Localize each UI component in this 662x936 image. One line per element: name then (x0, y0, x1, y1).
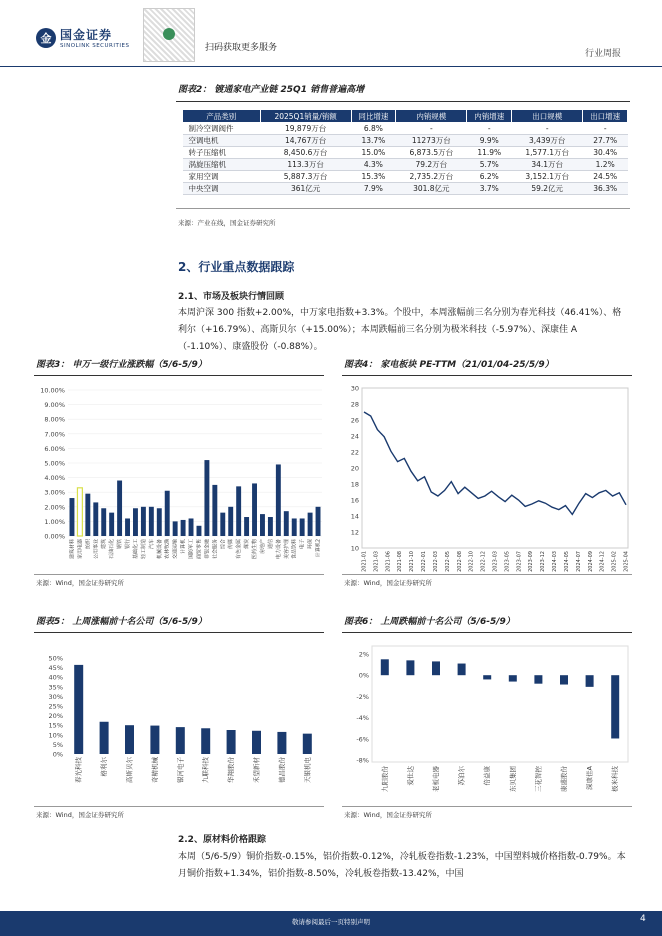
fig3-bar (125, 518, 130, 536)
fig5-xtick-label: 奇精机械 (150, 757, 159, 783)
fig3-bar (268, 517, 273, 536)
table-cell: - (512, 123, 583, 135)
fig4-chart (342, 380, 634, 572)
fig4-xtick-label: 2023-07 (516, 551, 523, 572)
fig5-bar (74, 665, 83, 754)
fig4-xtick-label: 2021-08 (397, 551, 404, 572)
table-cell: 59.2亿元 (512, 183, 583, 195)
fig5-bar (303, 734, 312, 754)
table-cell: 6.8% (351, 123, 396, 135)
table-cell: 家用空调 (183, 171, 261, 183)
table-cell: 6,873.5万台 (396, 147, 467, 159)
fig3-bottom-rule (34, 574, 324, 575)
fig4-xtick-label: 2024-12 (599, 551, 606, 572)
fig3-xtick-label: 轻工制造 (140, 539, 147, 560)
fig4-ytick-label: 14 (350, 512, 359, 521)
table-cell: 转子压缩机 (183, 147, 261, 159)
fig3-bar (149, 507, 154, 536)
fig5-bottom-rule (34, 806, 324, 807)
fig3-bar (252, 483, 257, 536)
fig6-bottom-rule (342, 806, 632, 807)
table-cell: 9.9% (467, 135, 512, 147)
fig3-bar (197, 526, 202, 536)
table-cell: 涡旋压缩机 (183, 159, 261, 171)
fig3-bar (173, 521, 178, 536)
fig4-ytick-label: 22 (350, 448, 359, 457)
table-row (183, 159, 628, 171)
fig3-ytick-label: 0.00% (44, 532, 65, 541)
fig3-xtick-label: 公用事业 (93, 539, 100, 560)
fig6-bar (432, 661, 440, 675)
fig6-bar (534, 675, 542, 683)
fig4-xtick-label: 2022-12 (480, 551, 487, 572)
table-cell: 空调电机 (183, 135, 261, 147)
fig4-ytick-label: 12 (350, 528, 359, 537)
fig4-xtick-label: 2021-10 (409, 551, 416, 572)
fig3-bar (117, 481, 122, 536)
fig4-xtick-label: 2022-05 (444, 551, 451, 572)
table-cell: 34.1万台 (512, 159, 583, 171)
fig4-ytick-label: 28 (350, 400, 359, 409)
qr-center-logo-icon (163, 28, 175, 40)
table-row (183, 123, 628, 135)
fig6-ytick-label: -2% (356, 692, 369, 701)
fig3-xtick-label: 环保 (307, 539, 314, 550)
fig4-pe-line (364, 412, 626, 514)
fig3-xtick-label: 机械设备 (156, 539, 163, 560)
fig3-bar (276, 464, 281, 536)
fig3-xtick-label: 煤炭 (244, 539, 251, 550)
table-cell: 1,577.1万台 (512, 147, 583, 159)
fig5-ytick-label: 30% (48, 692, 63, 701)
fig6-bar (560, 675, 568, 684)
fig6-bar (406, 660, 414, 675)
fig4-ytick-label: 10 (350, 544, 359, 553)
fig2-title: 图表2： 镀通家电产业链 25Q1 销售普遍高增 (178, 85, 365, 95)
fig6-xtick-label: 九阳股份 (380, 766, 389, 792)
fig4-xtick-label: 2021-01 (361, 551, 368, 572)
fig5-xtick-label: 格利尔 (100, 757, 109, 777)
table-cell: 1.2% (583, 159, 628, 171)
fig3-bar (316, 507, 321, 536)
fig4-xtick-label: 2022-08 (456, 551, 463, 572)
table-row (183, 147, 628, 159)
fig5-ytick-label: 45% (48, 664, 63, 673)
fig5-bar (201, 728, 210, 754)
fig6-chart (342, 640, 634, 804)
table-cell: 3.7% (467, 183, 512, 195)
fig3-xtick-label: 计算机 (180, 539, 187, 555)
table-cell: 4.3% (351, 159, 396, 171)
fig4-xtick-label: 2024-07 (575, 551, 582, 572)
fig3-xtick-label: 电力设备 (275, 539, 282, 560)
fig5-xtick-label: 春光科技 (74, 757, 83, 783)
fig3-bar (109, 513, 114, 536)
fig3-xtick-label: 计算机2 (315, 539, 322, 558)
fig4-xtick-label: 2024-05 (563, 551, 570, 572)
fig5-xtick-label: 禾望新材 (252, 757, 261, 783)
fig6-title: 图表6： 上周跌幅前十名公司（5/6-5/9） (344, 617, 515, 627)
fig4-xtick-label: 2024-09 (587, 551, 594, 572)
fig2-header-cell: 出口增速 (583, 110, 628, 123)
fig5-xtick-label: 高斯贝尔 (125, 757, 134, 783)
fig4-xtick-label: 2025-04 (623, 551, 630, 572)
fig2-source: 来源：产业在线，国金证券研究所 (178, 219, 276, 227)
fig2-header-cell: 产品类别 (183, 110, 261, 123)
page-number: 4 (640, 914, 646, 924)
fig4-xtick-label: 2022-03 (432, 551, 439, 572)
fig4-xtick-label: 2023-12 (540, 551, 547, 572)
fig4-ytick-label: 20 (350, 464, 359, 473)
table-cell: 6.2% (467, 171, 512, 183)
table-cell: 3,439万台 (512, 135, 583, 147)
fig4-xtick-label: 2021-03 (373, 551, 380, 572)
fig5-ytick-label: 50% (48, 654, 63, 663)
fig6-xtick-label: 倍益康 (483, 766, 492, 786)
fig3-xtick-label: 社会服务 (212, 539, 219, 560)
fig3-xtick-label: 基础化工 (132, 539, 139, 560)
footer-disclaimer[interactable]: 敬请参阅最后一页特别声明 (292, 918, 370, 926)
fig3-bar (228, 507, 233, 536)
fig3-xtick-label: 农林牧渔 (164, 539, 171, 560)
fig4-xtick-label: 2021-06 (385, 551, 392, 572)
table-cell: - (583, 123, 628, 135)
fig6-bar (586, 675, 594, 687)
fig3-chart (34, 380, 326, 572)
fig5-xtick-label: 华翔股份 (227, 757, 236, 783)
table-cell: 79.2万台 (396, 159, 467, 171)
fig2-bottom-rule (176, 208, 630, 209)
fig3-bar (308, 513, 313, 536)
fig3-xtick-label: 有色金属 (236, 539, 243, 560)
fig4-xtick-label: 2023-09 (528, 551, 535, 572)
table-row (183, 135, 628, 147)
fig2-header-cell: 内销规模 (396, 110, 467, 123)
fig5-ytick-label: 40% (48, 673, 63, 682)
fig3-title: 图表3： 申万一级行业涨跌幅（5/6-5/9） (36, 360, 207, 370)
fig5-xtick-label: 九联科技 (201, 757, 210, 783)
table-cell: 113.3万台 (260, 159, 351, 171)
section-title: 2、行业重点数据跟踪 (178, 260, 295, 274)
fig6-bar (611, 675, 619, 738)
fig4-ytick-label: 26 (350, 416, 359, 425)
fig5-bar (150, 726, 159, 754)
fig6-xtick-label: 深康佳A (585, 766, 594, 790)
logo-mark-icon: 金 (36, 28, 56, 48)
fig3-bar (260, 514, 265, 536)
fig5-ytick-label: 20% (48, 712, 63, 721)
fig3-ytick-label: 5.00% (44, 459, 65, 468)
fig2-table (182, 109, 628, 195)
fig6-ytick-label: -4% (356, 714, 369, 723)
fig3-ytick-label: 4.00% (44, 474, 65, 483)
table-cell: 361亿元 (260, 183, 351, 195)
fig4-xtick-label: 2022-01 (421, 551, 428, 572)
fig4-ytick-label: 30 (350, 384, 359, 393)
fig3-ytick-label: 1.00% (44, 517, 65, 526)
fig5-chart (34, 640, 326, 804)
fig3-xtick-label: 家用电器 (77, 539, 84, 560)
fig3-bar (77, 488, 82, 536)
fig4-source: 来源：Wind，国金证券研究所 (344, 579, 432, 587)
fig5-title: 图表5： 上周涨幅前十名公司（5/6-5/9） (36, 617, 207, 627)
fig4-xtick-label: 2023-05 (504, 551, 511, 572)
fig5-ytick-label: 5% (52, 740, 63, 749)
table-cell: 5,887.3万台 (260, 171, 351, 183)
fig3-bar (284, 511, 289, 536)
fig5-source: 来源：Wind，国金证券研究所 (36, 811, 124, 819)
fig3-bar (85, 494, 90, 536)
fig3-bar (181, 520, 186, 536)
fig3-xtick-label: 汽车 (148, 539, 155, 550)
fig3-xtick-label: 交通运输 (172, 539, 179, 560)
fig3-ytick-label: 2.00% (44, 503, 65, 512)
fig5-xtick-label: 天银机电 (303, 757, 312, 783)
fig3-bar (292, 518, 297, 536)
subsection-title-materials: 2.2、原材料价格跟踪 (178, 835, 266, 845)
table-cell: 2,735.2万台 (396, 171, 467, 183)
fig6-xtick-label: 三花智控 (534, 766, 543, 792)
fig5-ytick-label: 15% (48, 721, 63, 730)
table-cell: 19,879万台 (260, 123, 351, 135)
fig6-ytick-label: 0% (358, 671, 369, 680)
fig3-xtick-label: 综合 (220, 539, 227, 550)
header-divider (0, 66, 662, 67)
table-cell: 中央空调 (183, 183, 261, 195)
fig5-ytick-label: 0% (52, 750, 63, 759)
fig3-xtick-label: 电子 (299, 539, 306, 550)
fig6-xtick-label: 苏泊尔 (457, 766, 466, 786)
fig4-bottom-rule (342, 574, 632, 575)
table-cell: 24.5% (583, 171, 628, 183)
fig3-bar (212, 485, 217, 536)
market-paragraph: 本周沪深 300 指数+2.00%，中万家电指数+3.3%。个股中，本周涨幅前三名分别为春光科技（46.41%）、格利尔（+16.79%）、高斯贝尔（+15.00%）；本周跌幅前三名分别为极米科技（-5.97%）、深康佳 A（-1.10%）、康盛股份（-0.88%）。 (178, 308, 622, 352)
fig4-plot-frame (362, 388, 628, 548)
fig6-bar (509, 675, 517, 681)
logo-name-cn: 国金证券 (60, 28, 113, 42)
table-cell: 14,767万台 (260, 135, 351, 147)
table-cell: 301.8亿元 (396, 183, 467, 195)
fig3-xtick-label: 食品饮料 (291, 539, 298, 560)
fig3-source: 来源：Wind，国金证券研究所 (36, 579, 124, 587)
fig5-bar (176, 727, 185, 754)
fig3-bar (157, 508, 162, 536)
fig6-ytick-label: -6% (356, 735, 369, 744)
fig4-title: 图表4： 家电板块 PE-TTM（21/01/04-25/5/9） (344, 360, 554, 370)
fig3-bar (300, 518, 305, 536)
table-cell: 5.7% (467, 159, 512, 171)
fig3-bar (93, 502, 98, 536)
fig6-ytick-label: -8% (356, 756, 369, 765)
fig3-xtick-label: 医药生物 (252, 539, 259, 560)
fig6-xtick-label: 康盛股份 (560, 766, 568, 792)
fig6-xtick-label: 爱仕达 (406, 766, 415, 786)
fig3-bar (220, 513, 225, 536)
fig6-bar (483, 675, 491, 679)
fig3-xtick-label: 钢铁 (117, 539, 124, 550)
fig6-xtick-label: 东贝集团 (508, 766, 517, 792)
fig3-xtick-label: 国防军工 (188, 539, 195, 560)
table-cell: 3,152.1万台 (512, 171, 583, 183)
fig6-xtick-label: 极米科技 (611, 766, 620, 792)
fig3-ytick-label: 6.00% (44, 444, 65, 453)
fig5-bar (277, 732, 286, 754)
fig2-header-cell: 同比增速 (351, 110, 396, 123)
fig3-xtick-label: 通信 (267, 539, 274, 550)
logo-name-en: SINOLINK SECURITIES (60, 43, 130, 49)
fig3-xtick-label: 建筑材料 (69, 539, 76, 560)
fig3-bar (70, 498, 75, 536)
fig3-bar (236, 486, 241, 536)
fig2-header-cell: 内销增速 (467, 110, 512, 123)
fig6-rule (342, 632, 632, 633)
fig4-ytick-label: 24 (350, 432, 359, 441)
fig3-bar (244, 517, 249, 536)
fig3-bar (165, 491, 170, 536)
fig5-xtick-label: 德昌股份 (277, 757, 286, 783)
table-cell: 制冷空调阀件 (183, 123, 261, 135)
table-cell: - (396, 123, 467, 135)
company-logo (36, 26, 129, 49)
fig5-bar (100, 722, 109, 754)
fig3-xtick-label: 石油石化 (109, 539, 116, 560)
scan-prompt: 扫码获取更多服务 (205, 43, 278, 53)
materials-paragraph: 本周（5/6-5/9）铜价指数-0.15%，铝价指数-0.12%，冷轧板卷指数-1.23%，中国塑料城价格指数-0.79%。本月铜价指数+1.34%，铝价指数-8.50%，冷轧板卷指数-13.42%，中国 (178, 852, 626, 879)
fig6-bar (458, 664, 466, 676)
fig3-bar (204, 460, 209, 536)
fig3-ytick-label: 8.00% (44, 415, 65, 424)
fig3-xtick-label: 银行 (125, 539, 132, 550)
table-row (183, 171, 628, 183)
fig6-xtick-label: 老板电器 (432, 766, 440, 792)
fig5-ytick-label: 10% (48, 731, 63, 740)
fig3-xtick-label: 传媒 (228, 539, 235, 550)
fig2-header-cell: 出口规模 (512, 110, 583, 123)
table-cell: 15.0% (351, 147, 396, 159)
table-cell: - (467, 123, 512, 135)
fig4-xtick-label: 2023-03 (492, 551, 499, 572)
table-cell: 13.7% (351, 135, 396, 147)
table-cell: 27.7% (583, 135, 628, 147)
fig3-xtick-label: 建筑 (101, 539, 108, 550)
fig3-ytick-label: 7.00% (44, 430, 65, 439)
table-cell: 36.3% (583, 183, 628, 195)
fig5-bar (125, 725, 134, 754)
fig3-bar (101, 508, 106, 536)
fig6-source: 来源：Wind，国金证券研究所 (344, 811, 432, 819)
fig3-xtick-label: 纺织 (85, 539, 92, 550)
fig4-ytick-label: 18 (350, 480, 359, 489)
fig6-ytick-label: 2% (358, 650, 369, 659)
table-cell: 11273万台 (396, 135, 467, 147)
fig3-xtick-label: 美容护理 (283, 539, 290, 560)
fig5-ytick-label: 25% (48, 702, 63, 711)
table-cell: 7.9% (351, 183, 396, 195)
subsection-title-market: 2.1、市场及板块行情回顾 (178, 292, 284, 302)
fig4-xtick-label: 2024-03 (552, 551, 559, 572)
fig3-xtick-label: 商贸零售 (196, 539, 203, 560)
fig3-bar (133, 508, 138, 536)
fig3-xtick-label: 非银金融 (204, 539, 211, 560)
doc-type-label: 行业周报 (585, 49, 622, 59)
fig2-rule (176, 101, 630, 102)
fig3-rule (34, 375, 324, 376)
fig5-xtick-label: 银河电子 (176, 757, 185, 783)
fig4-xtick-label: 2022-10 (468, 551, 475, 572)
table-cell: 11.9% (467, 147, 512, 159)
fig5-bar (227, 730, 236, 754)
fig3-ytick-label: 10.00% (40, 386, 65, 395)
fig4-xtick-label: 2025-02 (611, 551, 618, 572)
table-row (183, 183, 628, 195)
fig3-bar (141, 507, 146, 536)
fig4-rule (342, 375, 632, 376)
fig5-ytick-label: 35% (48, 683, 63, 692)
table-cell: 15.3% (351, 171, 396, 183)
fig5-rule (34, 632, 324, 633)
table-cell: 30.4% (583, 147, 628, 159)
fig4-ytick-label: 16 (350, 496, 359, 505)
fig6-bar (381, 659, 389, 675)
fig3-xtick-label: 房地产 (259, 539, 266, 555)
table-cell: 8,450.6万台 (260, 147, 351, 159)
fig3-ytick-label: 3.00% (44, 488, 65, 497)
fig3-ytick-label: 9.00% (44, 401, 65, 410)
fig3-bar (189, 518, 194, 536)
fig2-header-cell: 2025Q1销量/销额 (260, 110, 351, 123)
fig5-bar (252, 731, 261, 754)
